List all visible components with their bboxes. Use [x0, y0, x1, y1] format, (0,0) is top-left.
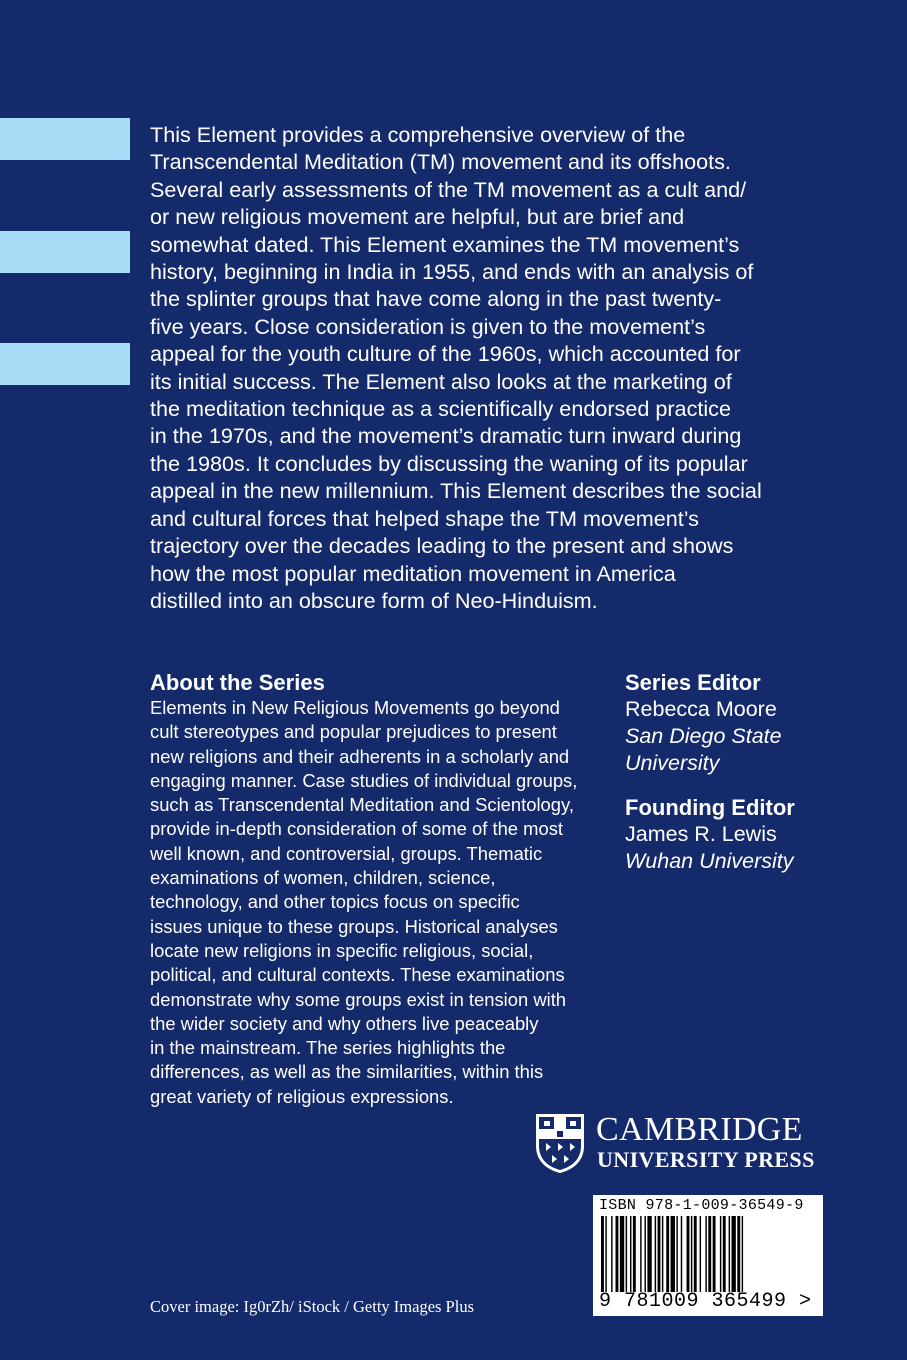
- founding-editor-name: James R. Lewis: [625, 822, 777, 846]
- about-line: political, and cultural contexts. These examinations: [150, 964, 565, 986]
- about-line: demonstrate why some groups exist in tension with: [150, 988, 567, 1010]
- description-line: the splinter groups that have come along in the past twenty-: [150, 286, 722, 312]
- publisher-title: CAMBRIDGE: [596, 1111, 803, 1148]
- editors-block: [625, 670, 895, 875]
- description-line: the meditation technique as a scientifically endorsed practice: [150, 396, 731, 422]
- description-line: history, beginning in India in 1955, and ends with an analysis of: [150, 259, 754, 285]
- accent-bar-1: [0, 118, 130, 160]
- founding-editor-affiliation: Wuhan University: [625, 849, 794, 873]
- about-line: Elements in New Religious Movements go beyond: [150, 697, 560, 718]
- description-line: or new religious movement are helpful, but are brief and: [150, 204, 685, 230]
- about-heading: About the Series: [150, 670, 325, 695]
- accent-bar-3: [0, 343, 130, 385]
- description-line: and cultural forces that helped shape the TM movement’s: [150, 505, 699, 531]
- barcode-number: 9 781009 365499 >: [599, 1290, 812, 1313]
- description-line: distilled into an obscure form of Neo-Hinduism.: [150, 587, 598, 613]
- about-line: new religions and their adherents in a scholarly and: [150, 745, 570, 767]
- about-line: in the mainstream. The series highlights the: [150, 1037, 506, 1059]
- description-line: This Element provides a comprehensive overview of the: [150, 122, 686, 147]
- barcode-icon: [601, 1216, 815, 1292]
- about-line: differences, as well as the similarities, within this: [150, 1061, 544, 1083]
- crest-icon: [534, 1112, 586, 1174]
- series-editor-heading: Series Editor: [625, 670, 761, 695]
- description-line: five years. Close consideration is given to the movement’s: [150, 313, 706, 339]
- description-line: Transcendental Meditation (TM) movement and its offshoots.: [150, 149, 731, 175]
- founding-editor-heading: Founding Editor: [625, 795, 795, 820]
- description-line: appeal for the youth culture of the 1960s, which accounted for: [150, 341, 741, 367]
- cover-credit: Cover image: Ig0rZh/ iStock / Getty Images Plus: [150, 1297, 474, 1316]
- about-the-series: [150, 670, 620, 1109]
- isbn-barcode: [593, 1195, 823, 1316]
- book-description: [150, 121, 850, 614]
- description-line: trajectory over the decades leading to the present and shows: [150, 533, 734, 559]
- isbn-label: ISBN 978-1-009-36549-9: [599, 1197, 804, 1214]
- description-line: its initial success. The Element also looks at the marketing of: [150, 368, 732, 394]
- series-editor-affiliation-2: University: [625, 751, 720, 775]
- about-line: engaging manner. Case studies of individual groups,: [150, 769, 578, 791]
- accent-bar-2: [0, 231, 130, 273]
- description-line: somewhat dated. This Element examines the TM movement’s: [150, 231, 740, 257]
- cambridge-logo: [534, 1112, 834, 1174]
- about-text: [150, 696, 620, 1109]
- about-line: issues unique to these groups. Historical analyses: [150, 915, 558, 937]
- about-line: locate new religions in specific religious, social,: [150, 939, 534, 961]
- description-line: Several early assessments of the TM movement as a cult and/: [150, 176, 747, 202]
- about-line: cult stereotypes and popular prejudices to present: [150, 721, 557, 743]
- about-line: examinations of women, children, science,: [150, 867, 496, 889]
- description-line: how the most popular meditation movement in America: [150, 560, 676, 586]
- series-editor-affiliation-1: San Diego State: [625, 724, 782, 748]
- about-line: such as Transcendental Meditation and Scientology,: [150, 794, 574, 816]
- description-line: the 1980s. It concludes by discussing the waning of its popular: [150, 450, 748, 476]
- publisher-subtitle: UNIVERSITY PRESS: [597, 1147, 815, 1172]
- about-line: the wider society and why others live peaceably: [150, 1012, 539, 1034]
- about-line: provide in-depth consideration of some of the most: [150, 818, 563, 840]
- about-line: well known, and controversial, groups. Thematic: [150, 842, 543, 864]
- series-editor-name: Rebecca Moore: [625, 697, 777, 721]
- about-line: technology, and other topics focus on specific: [150, 891, 520, 913]
- about-line: great variety of religious expressions.: [150, 1085, 454, 1107]
- description-line: appeal in the new millennium. This Element describes the social: [150, 478, 762, 504]
- description-line: in the 1970s, and the movement’s dramatic turn inward during: [150, 423, 742, 449]
